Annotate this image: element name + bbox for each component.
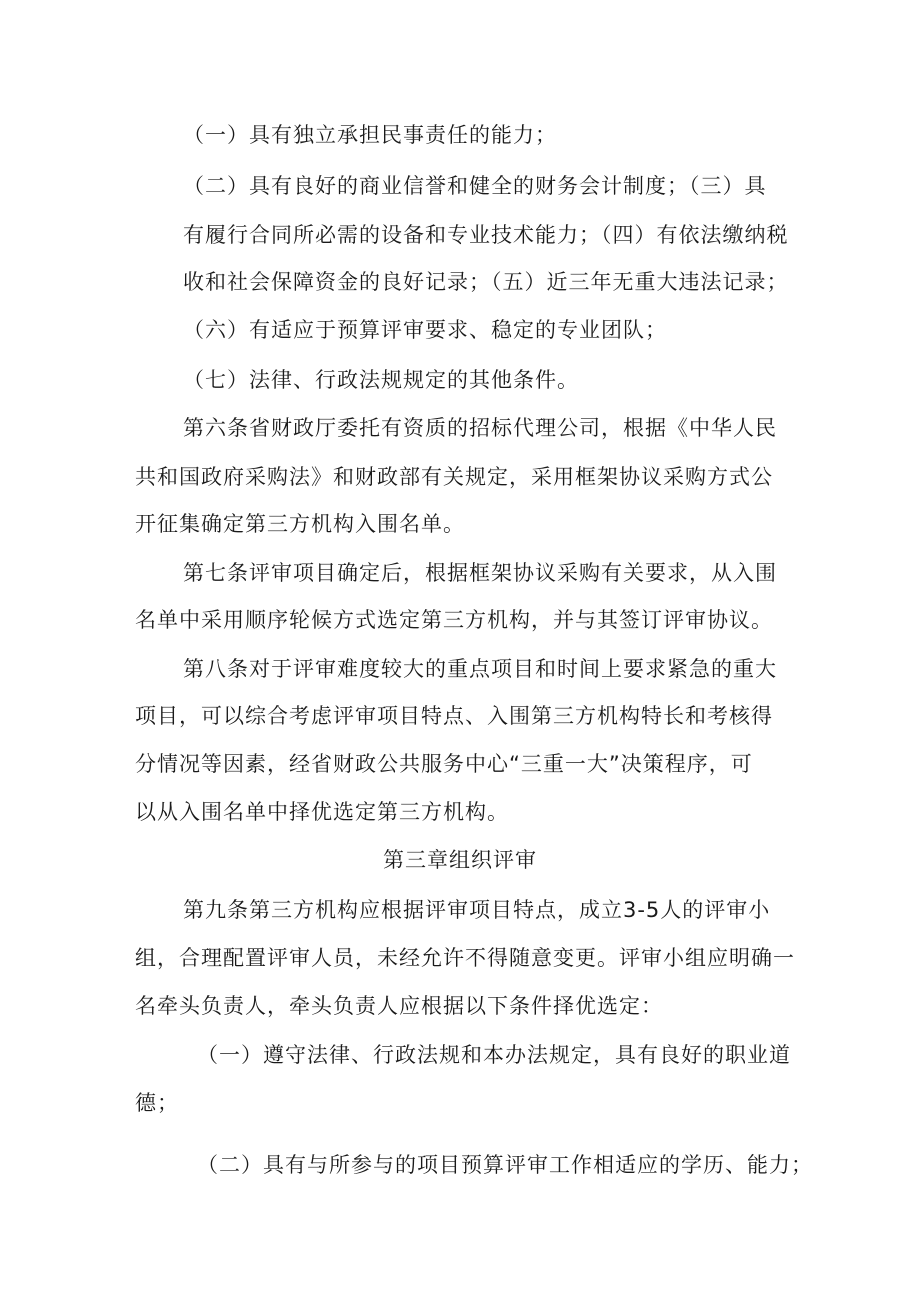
paragraph-line: （六）有适应于预算评审要求、稳定的专业团队；: [183, 318, 667, 342]
paragraph-line: 名牵头负责人，牵头负责人应根据以下条件择优选定：: [135, 994, 663, 1018]
paragraph-line: （七）法律、行政法规规定的其他条件。: [183, 368, 579, 392]
paragraph-line: 第六条省财政厅委托有资质的招标代理公司，根据《中华人民: [183, 416, 777, 440]
paragraph-line: （一）遵守法律、行政法规和本办法规定，具有良好的职业道: [197, 1043, 791, 1067]
paragraph-line: （一）具有独立承担民事责任的能力；: [183, 123, 557, 147]
paragraph-line: 第八条对于评审难度较大的重点项目和时间上要求紧急的重大: [183, 657, 777, 681]
paragraph-line: 组，合理配置评审人员，未经允许不得随意变更。评审小组应明确一: [135, 946, 795, 970]
paragraph-line: 以从入围名单中择优选定第三方机构。: [135, 800, 509, 824]
paragraph-line: 名单中采用顺序轮候方式选定第三方机构，并与其签订评审协议。: [135, 608, 773, 632]
paragraph-line: 第七条评审项目确定后，根据框架协议采购有关要求，从入围: [183, 561, 777, 585]
paragraph-line: 有履行合同所必需的设备和专业技术能力；（四）有依法缴纳税: [183, 223, 789, 247]
paragraph-line: 开征集确定第三方机构入围名单。: [135, 512, 465, 536]
paragraph-line: 收和社会保障资金的良好记录；（五）近三年无重大违法记录；: [183, 270, 789, 294]
chapter-heading: 第三章组织评审: [383, 848, 537, 872]
paragraph-line: （二）具有良好的商业信誉和健全的财务会计制度；（三）具: [183, 174, 767, 198]
paragraph-line: （二）具有与所参与的项目预算评审工作相适应的学历、能力；: [197, 1153, 813, 1177]
paragraph-line: 第九条第三方机构应根据评审项目特点，成立3-5人的评审小: [183, 898, 771, 922]
paragraph-line: 德；: [135, 1091, 179, 1115]
paragraph-line: 项目，可以综合考虑评审项目特点、入围第三方机构特长和考核得: [135, 704, 773, 728]
paragraph-line: 分情况等因素，经省财政公共服务中心“三重一大”决策程序，可: [135, 752, 753, 776]
paragraph-line: 共和国政府采购法》和财政部有关规定，采用框架协议采购方式公: [135, 465, 773, 489]
